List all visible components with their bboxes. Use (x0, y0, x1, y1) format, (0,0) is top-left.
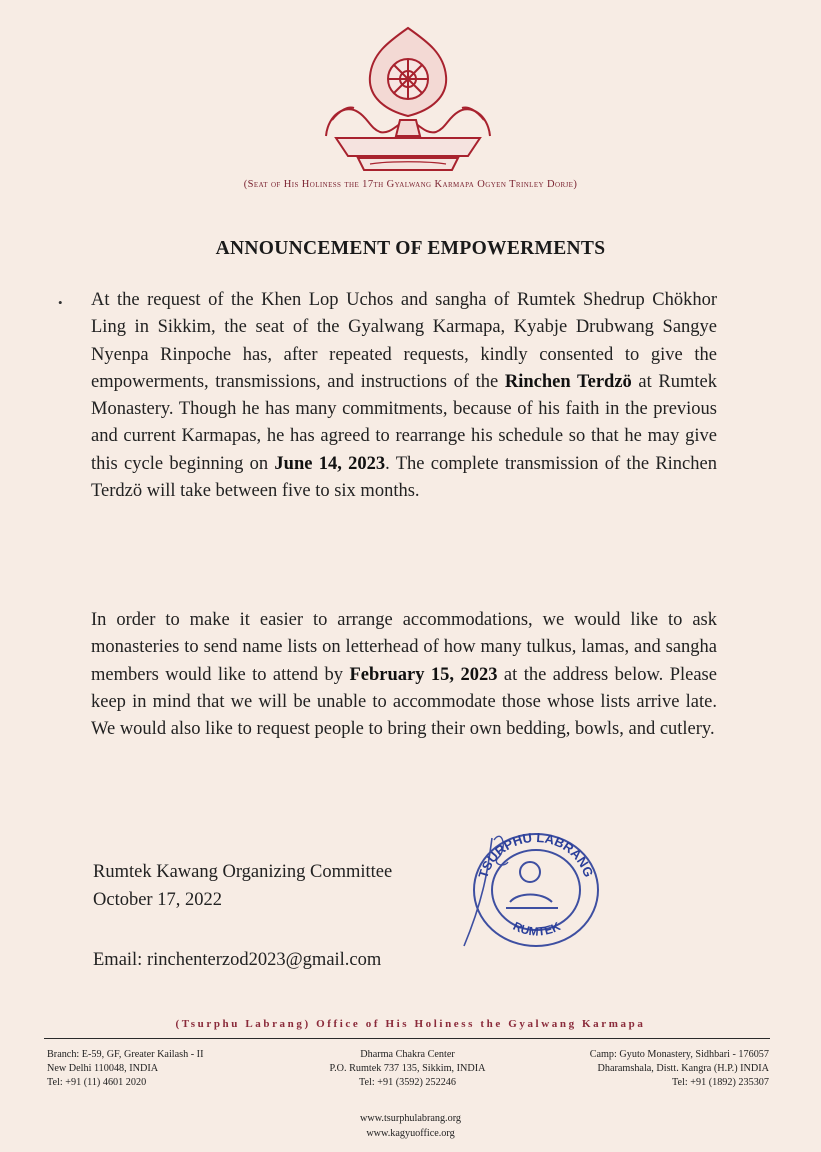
stamp-top-text: TSURPHU LABRANG (475, 829, 597, 880)
announcement-paragraph-2 (91, 607, 717, 743)
center-line-3: Tel: +91 (3592) 252246 (359, 1077, 456, 1089)
p1-text-a: At the request of the Khen Lop Uchos and sangha of Rumtek Shedrup Chökhor Ling in Sikkim, the seat of the Gyalwang Karmapa, Kyabje Drubwang Sangye Nyenpa Rinpoche has, after repeated requests, kindly consented to give the empowerments, transmissions, and instructions of the (91, 290, 717, 392)
center-address (285, 1048, 530, 1091)
center-line-2: P.O. Rumtek 737 135, Sikkim, INDIA (329, 1063, 486, 1075)
dharma-wheel-emblem-icon (318, 24, 498, 174)
seat-of-karmapa-line: (Seat of His Holiness the 17th Gyalwang Karmapa Ogyen Trinley Dorje) (243, 179, 578, 190)
contact-email: Email: rinchenterzod2023@gmail.com (93, 950, 382, 970)
website-tsurphulabrang[interactable]: www.tsurphulabrang.org (359, 1113, 461, 1124)
p2-text-a: In order to make it easier to arrange accommodations, we would like to ask monasteries to send name lists on letterhead of how many tulkus, lamas, and sangha members would like to attend by (91, 610, 717, 685)
p1-text-e: . The complete transmission of the Rinchen Terdzö will take between five to six months. (91, 453, 717, 502)
center-line-1: Dharma Chakra Center (360, 1049, 455, 1060)
camp-line-2: Dharamshala, Distt. Kangra (H.P.) INDIA (597, 1063, 769, 1075)
stamp-bottom-text: RUMTEK (510, 918, 563, 939)
bullet-dot-icon: • (58, 295, 63, 310)
office-line: (Tsurphu Labrang) Office of His Holiness the Gyalwang Karmapa (175, 1018, 646, 1030)
camp-line-3: Tel: +91 (1892) 235307 (672, 1077, 769, 1089)
announcement-title: ANNOUNCEMENT OF EMPOWERMENTS (215, 238, 606, 259)
branch-line-2: New Delhi 110048, INDIA (47, 1063, 159, 1075)
footer-divider (44, 1038, 770, 1039)
start-date-bold: June 14, 2023 (274, 453, 386, 474)
p1-text-c: at Rumtek Monastery. Though he has many commitments, because of his faith in the previous and current Karmapas, he has agreed to rearrange his schedule so that he may give this cycle beginning on (91, 371, 717, 474)
signature-block (93, 858, 392, 914)
labrang-seal-stamp-icon (458, 818, 608, 953)
letter-date: October 17, 2022 (93, 890, 222, 910)
camp-line-1: Camp: Gyuto Monastery, Sidhbari - 176057 (589, 1049, 769, 1060)
p2-text-c: at the address below. Please keep in mind that we will be unable to accommodate those whose lists arrive late. We would also like to request people to bring their own bedding, bowls, and cutlery. (91, 664, 717, 740)
branch-line-1: Branch: E-59, GF, Greater Kailash - II (47, 1049, 204, 1060)
website-links (0, 1111, 821, 1141)
rinchen-terdzo-bold: Rinchen Terdzö (504, 371, 632, 392)
website-kagyuoffice[interactable]: www.kagyuoffice.org (366, 1128, 455, 1139)
committee-name: Rumtek Kawang Organizing Committee (93, 862, 393, 882)
camp-address (590, 1048, 769, 1091)
announcement-paragraph-1 (91, 287, 717, 505)
branch-line-3: Tel: +91 (11) 4601 2020 (47, 1077, 147, 1089)
deadline-date-bold: February 15, 2023 (349, 664, 498, 685)
branch-address (47, 1048, 203, 1091)
